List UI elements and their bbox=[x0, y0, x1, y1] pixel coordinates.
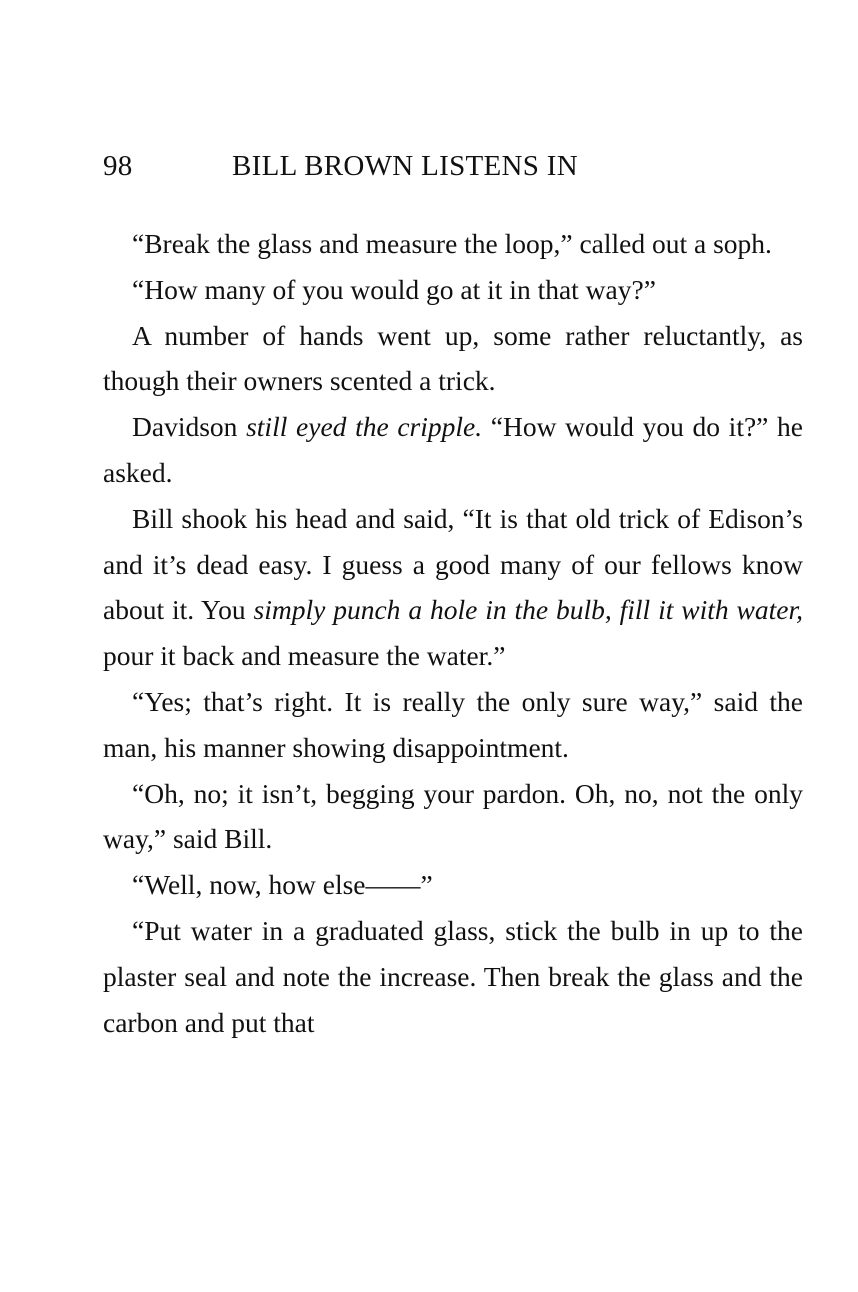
paragraph-not-only-way: “Oh, no; it isn’t, begging your pardon. Oh, no, not the only way,” said Bill. bbox=[103, 777, 803, 855]
paragraph-how-else: “Well, now, how else——” bbox=[132, 869, 433, 901]
paragraph-bill-explains: Bill shook his head and said, “It is that old trick of Edison’s and it’s dead easy. I guess a good many of our fellows know about it. You simply punch a hole in the bulb, fill it with water, pour it back and measure the water.” bbox=[103, 502, 803, 672]
book-title: BILL BROWN LISTENS IN bbox=[232, 150, 578, 182]
paragraph-hands-went-up: A number of hands went up, some rather reluctantly, as though their owners scented a trick. bbox=[103, 319, 803, 397]
paragraph-graduated-glass: “Put water in a graduated glass, stick the bulb in up to the plaster seal and note the increase. Then break the glass and the carbon and put that bbox=[103, 914, 803, 1038]
paragraph-davidson: Davidson still eyed the cripple. “How would you do it?” he asked. bbox=[103, 411, 803, 488]
paragraph-only-sure-way: “Yes; that’s right. It is really the only sure way,” said the man, his manner showing disappointment. bbox=[103, 685, 803, 763]
body-text bbox=[103, 221, 803, 1045]
paragraph-break-glass: “Break the glass and measure the loop,” called out a soph. bbox=[132, 228, 772, 259]
running-head bbox=[103, 146, 803, 186]
paragraph-how-many: “How many of you would go at it in that way?” bbox=[132, 273, 656, 305]
page-number: 98 bbox=[103, 150, 133, 182]
